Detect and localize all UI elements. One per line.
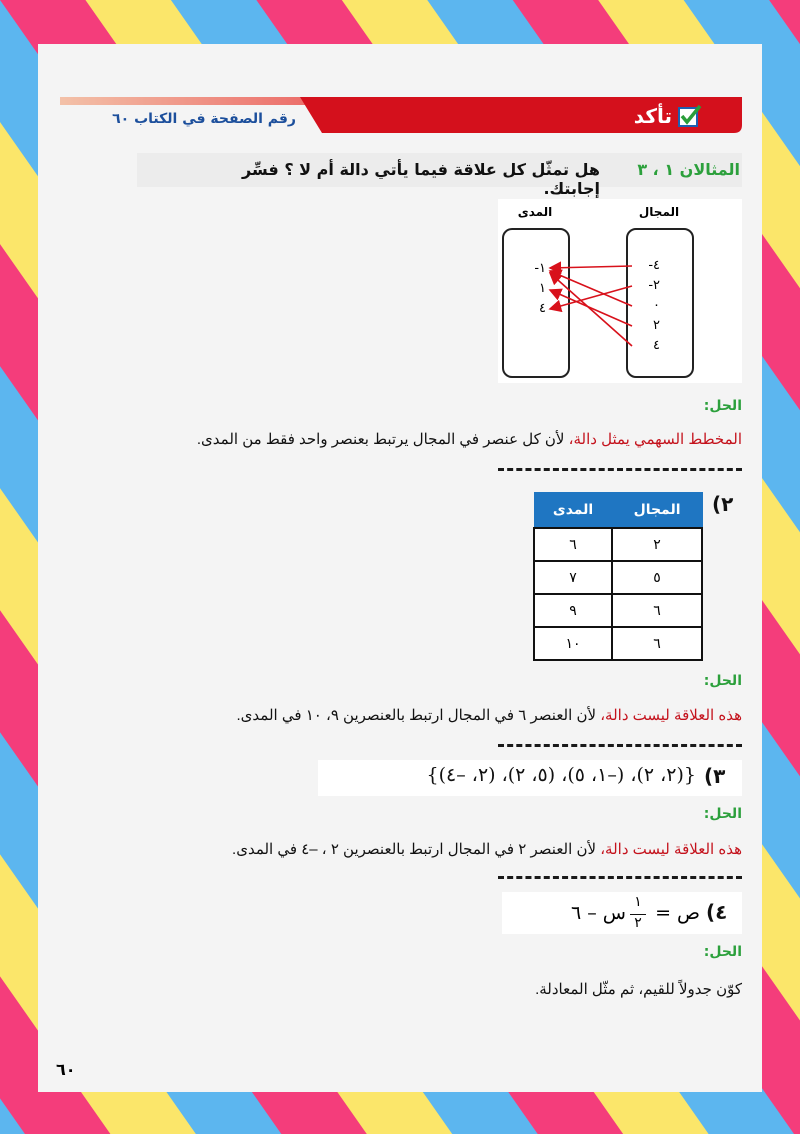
- table-row: [534, 627, 702, 660]
- question-number-4: ٤): [706, 900, 728, 924]
- table-header-domain: المجال: [612, 493, 702, 529]
- question-number-2: ٢): [712, 492, 734, 516]
- range-value: ١: [539, 281, 546, 296]
- answer-reason: لأن كل عنصر في المجال يرتبط بعنصر واحد فقط من المدى.: [196, 431, 569, 448]
- table-row: [534, 561, 702, 594]
- answer-4: كوّن جدولاً للقيم، ثم مثّل المعادلة.: [535, 981, 742, 998]
- table-cell: ٧: [534, 561, 612, 594]
- dashed-separator: [498, 468, 742, 471]
- table-cell: ٩: [534, 594, 612, 627]
- domain-value: ٤-: [648, 258, 660, 273]
- book-page-reference: رقم الصفحة في الكتاب ٦٠: [112, 111, 296, 127]
- answer-verdict: هذه العلاقة ليست دالة،: [600, 841, 742, 858]
- table-header-range: المدى: [534, 493, 612, 529]
- table-cell: ٢: [612, 528, 702, 561]
- equation-rhs: س – ٦: [571, 902, 626, 924]
- table-cell: ٦: [534, 528, 612, 561]
- table-row: [534, 594, 702, 627]
- answer-reason: لأن العنصر ٦ في المجال ارتبط بالعنصرين ٩، ١٠ في المدى.: [236, 707, 601, 724]
- range-value: ٤: [539, 301, 546, 316]
- fraction-numerator: ١: [634, 894, 642, 910]
- equation-lhs: ص =: [655, 902, 700, 924]
- examples-reference: المثالان ١ ، ٣: [637, 160, 740, 179]
- relation-set: {(٢، ٢)، (–١، ٥)، (٥، ٢)، (٢، –٤)}: [426, 764, 696, 786]
- range-value: ١-: [534, 261, 546, 276]
- mapping-arrows: [498, 199, 742, 383]
- answer-verdict: هذه العلاقة ليست دالة،: [600, 707, 742, 724]
- question-number-3: ٣): [704, 764, 726, 788]
- table-cell: ٦: [612, 627, 702, 660]
- table-cell: ١٠: [534, 627, 612, 660]
- fraction-denominator: ٢: [634, 915, 642, 931]
- solution-label-3: الحل:: [703, 806, 742, 822]
- domain-title: المجال: [638, 205, 680, 219]
- domain-value: ٢-: [648, 278, 660, 293]
- range-title: المدى: [517, 205, 553, 219]
- table-cell: ٥: [612, 561, 702, 594]
- page-number: ٦٠: [56, 1060, 76, 1079]
- solution-label-2: الحل:: [703, 673, 742, 689]
- dashed-separator: [498, 744, 742, 747]
- solution-label-4: الحل:: [703, 944, 742, 960]
- answer-verdict: المخطط السهمي يمثل دالة،: [568, 431, 742, 448]
- question-prompt: هل تمثّل كل علاقة فيما يأتي دالة أم لا ؟ فسِّر إجابتك.: [242, 160, 600, 198]
- domain-value: ٤: [653, 338, 660, 353]
- header-title: تأكد: [633, 104, 672, 128]
- answer-reason: لأن العنصر ٢ في المجال ارتبط بالعنصرين ٢ ، –٤ في المدى.: [232, 841, 601, 858]
- solution-label-1: الحل:: [703, 398, 742, 414]
- domain-value: ٢: [653, 318, 660, 333]
- domain-value: ٠: [653, 298, 660, 313]
- answer-2: [236, 706, 742, 724]
- checkmark-icon: [678, 104, 702, 128]
- table-cell: ٦: [612, 594, 702, 627]
- dashed-separator: [498, 876, 742, 879]
- relation-table: [533, 492, 703, 661]
- answer-1: [197, 430, 742, 448]
- table-row: [534, 528, 702, 561]
- answer-3: [232, 840, 742, 858]
